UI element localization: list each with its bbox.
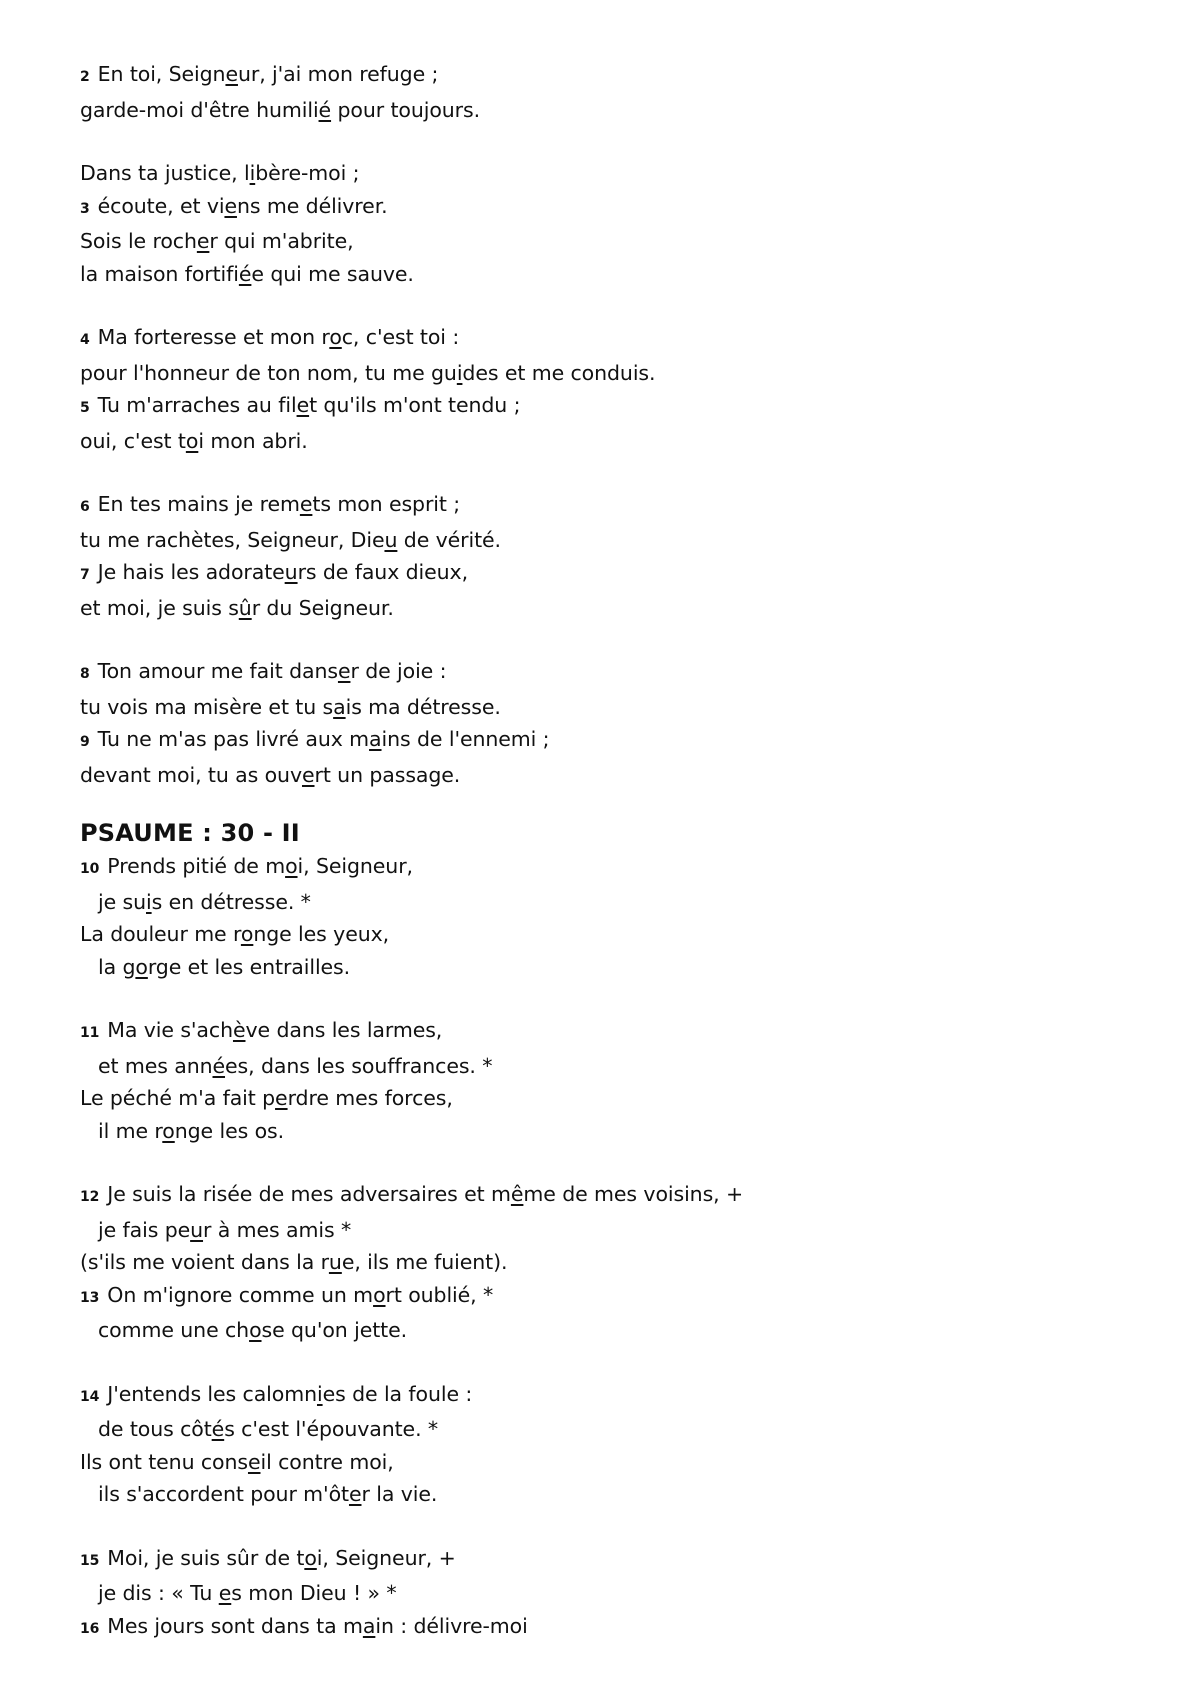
verse-number: 7 (80, 567, 90, 583)
verse-text: et moi, je suis s (80, 595, 239, 620)
accented-syllable: a (362, 1613, 376, 1638)
verse-line (80, 1378, 1130, 1414)
verse-text: r, j'ai mon refuge ; (250, 62, 439, 86)
verse-line (80, 1014, 1130, 1050)
verse-line (80, 951, 1130, 984)
verse-text: Prends pitié de m (107, 854, 286, 878)
verse-text: Ma forteresse et mon r (97, 325, 330, 349)
verse-text: Tu m'arraches au fil (97, 393, 297, 417)
verse-line (80, 1478, 1130, 1511)
accented-syllable: e (337, 659, 351, 683)
verse-text: e qui me sauve. (251, 261, 414, 286)
verse-line (80, 1610, 1130, 1646)
verse-line (80, 357, 1130, 390)
verse-line (80, 1082, 1130, 1115)
accented-syllable: û (238, 595, 252, 620)
verse-text: i mon abri. (198, 428, 308, 453)
section-heading: PSAUME : 30 - II (80, 819, 300, 847)
accented-syllable: i (249, 161, 256, 185)
verse-text: rge et les entrailles. (147, 954, 351, 979)
stanza (80, 1542, 1130, 1646)
verse-number: 13 (80, 1289, 100, 1306)
verse-line (80, 1542, 1130, 1578)
verse-text: ns me délivrer. (236, 193, 388, 218)
verse-text: des et me conduis. (462, 360, 656, 385)
stanza (80, 1014, 1130, 1147)
verse-line (80, 592, 1130, 625)
verse-text: rt oublié, * (385, 1282, 494, 1307)
verse-text: la maison fortifi (80, 261, 239, 286)
verse-text: oui, c'est t (80, 428, 186, 453)
accented-syllable: o (185, 428, 199, 453)
verse-text: in : délivre-moi (375, 1613, 528, 1638)
accented-syllable: é (318, 97, 332, 122)
accented-syllable: u (284, 560, 298, 584)
verse-line (80, 1446, 1130, 1479)
verse-text: garde-moi d'être humili (80, 97, 319, 122)
verse-text: r de joie : (350, 659, 447, 683)
verse-text: se qu'on jette. (261, 1318, 408, 1342)
verse-number: 8 (80, 666, 90, 682)
accented-syllable: è (232, 1018, 246, 1042)
verse-line (80, 759, 1130, 792)
verse-text: de tous côt (98, 1417, 212, 1441)
verse-text: devant moi, tu as ouv (80, 762, 302, 787)
accented-syllable: i (146, 889, 152, 914)
verse-text: i, Seigneur, (297, 854, 413, 878)
verse-text: nge les os. (174, 1118, 285, 1143)
verse-line (80, 655, 1130, 691)
stanza (80, 655, 1130, 791)
accented-syllable: u (190, 1217, 204, 1242)
verse-text: i, Seigneur, + (316, 1545, 456, 1570)
accented-syllable: é (211, 1417, 225, 1441)
verse-text: Moi, je suis sûr de t (107, 1545, 305, 1570)
verse-line (80, 918, 1130, 951)
verse-text: ins de l'ennemi ; (381, 727, 550, 751)
verse-text: J'entends les calomn (107, 1381, 317, 1406)
verse-text: je fais pe (98, 1217, 191, 1242)
verse-text: is ma détresse. (345, 694, 501, 719)
verse-text: r la vie. (361, 1482, 438, 1506)
accented-syllable: e (348, 1482, 362, 1506)
verse-text: Je suis la risée de mes adversaires et m (107, 1182, 511, 1206)
accented-syllable: e (218, 1581, 232, 1605)
verse-text: nge les yeux, (253, 922, 390, 946)
verse-text: rs de faux dieux, (297, 560, 469, 584)
verse-text: r du Seigneur. (251, 595, 394, 620)
verse-line (80, 556, 1130, 592)
verse-line (80, 723, 1130, 759)
stanza (80, 1178, 1130, 1347)
verse-line (80, 425, 1130, 458)
accented-syllable: a (333, 694, 346, 719)
verse-number: 4 (80, 332, 90, 348)
verse-text: écoute, et vi (97, 193, 225, 218)
verse-text: es de la foule : (322, 1381, 473, 1406)
stanza (80, 321, 1130, 457)
verse-text: Ils ont tenu cons (80, 1449, 248, 1474)
verse-text: c, c'est toi : (341, 325, 460, 349)
verse-number: 5 (80, 400, 90, 416)
verse-text: r qui m'abrite, (209, 229, 354, 253)
verse-number: 15 (80, 1552, 100, 1569)
verse-text: tu vois ma misère et tu s (80, 694, 334, 719)
verse-text: t qu'ils m'ont tendu ; (309, 393, 521, 417)
verse-number: 12 (80, 1189, 100, 1205)
accented-syllable: e (301, 762, 315, 787)
accented-syllable: é (238, 261, 252, 286)
accented-syllable: e (296, 393, 310, 417)
verse-text: Le péché m'a fait p (80, 1086, 276, 1110)
verse-line (80, 94, 1130, 127)
verse-text: Dans ta justice, l (80, 161, 250, 185)
accented-syllable: e (247, 1449, 261, 1474)
verse-text: ts mon esprit ; (312, 492, 461, 516)
psalm-page (80, 58, 1130, 1676)
verse-line (80, 1577, 1130, 1610)
accented-syllable: e (225, 62, 238, 86)
verse-line (80, 1246, 1130, 1279)
verse-text: de vérité. (397, 527, 501, 552)
verse-number: 16 (80, 1620, 100, 1637)
verse-number: 2 (80, 69, 90, 85)
verse-text: ve dans les larmes, (245, 1018, 443, 1042)
verse-line (80, 1413, 1130, 1446)
verse-text: je dis : « Tu (98, 1581, 219, 1605)
verse-number: 3 (80, 200, 90, 217)
verse-number: 10 (80, 861, 100, 877)
accented-syllable: i (456, 360, 463, 385)
verse-text: En tes mains je rem (97, 492, 300, 516)
verse-text: En toi, Seign (97, 62, 226, 86)
verse-text: rdre mes forces, (287, 1086, 453, 1110)
stanza (80, 850, 1130, 983)
accented-syllable: e (299, 492, 313, 516)
verse-line (80, 1115, 1130, 1148)
accented-syllable: a (369, 727, 382, 751)
verse-text: me de mes voisins, + (523, 1182, 744, 1206)
verse-text: s en détresse. * (151, 889, 311, 914)
verse-text: e, ils me fuient). (341, 1250, 508, 1274)
verse-text: il me r (98, 1118, 163, 1143)
verse-text: Ma vie s'ach (107, 1018, 233, 1042)
verse-number: 14 (80, 1388, 100, 1405)
verse-text: et mes ann (98, 1053, 213, 1078)
accented-syllable: e (196, 229, 210, 253)
verse-text: bère-moi ; (255, 161, 360, 185)
verse-number: 9 (80, 734, 90, 750)
verse-text: tu me rachètes, Seigneur, Die (80, 527, 385, 552)
verse-text: es, dans les souffrances. * (225, 1053, 493, 1078)
verse-line (80, 58, 1130, 94)
stanza (80, 488, 1130, 624)
verse-line (80, 1214, 1130, 1247)
accented-syllable: u (384, 527, 398, 552)
accented-syllable: o (249, 1318, 262, 1342)
verse-line (80, 1050, 1130, 1083)
verse-text: il contre moi, (260, 1449, 394, 1474)
accented-syllable: o (373, 1282, 386, 1307)
verse-text: On m'ignore comme un m (107, 1282, 374, 1307)
verse-text: La douleur me r (80, 922, 241, 946)
verse-text: comme une ch (98, 1318, 250, 1342)
verse-text: Ton amour me fait dans (97, 659, 338, 683)
verse-text: u (237, 62, 251, 86)
verse-line (80, 157, 1130, 190)
verse-number: 6 (80, 499, 90, 515)
accented-syllable: u (328, 1250, 342, 1274)
accented-syllable: o (304, 1545, 317, 1570)
verse-text: Je hais les adorate (97, 560, 285, 584)
stanza (80, 157, 1130, 290)
verse-text: Tu ne m'as pas livré aux m (97, 727, 370, 751)
accented-syllable: é (212, 1053, 226, 1078)
verse-line (80, 225, 1130, 258)
stanza (80, 1378, 1130, 1511)
accented-syllable: o (240, 922, 254, 946)
verse-line (80, 488, 1130, 524)
verse-text: la g (98, 954, 136, 979)
verse-line (80, 190, 1130, 226)
verse-text: s mon Dieu ! » * (231, 1581, 397, 1605)
stanza (80, 58, 1130, 126)
verse-line (80, 258, 1130, 291)
accented-syllable: o (162, 1118, 175, 1143)
verse-line (80, 389, 1130, 425)
accented-syllable: e (224, 193, 237, 218)
verse-line (80, 691, 1130, 724)
accented-syllable: i (316, 1381, 323, 1406)
verse-line (80, 1279, 1130, 1315)
verse-line (80, 524, 1130, 557)
accented-syllable: o (329, 325, 342, 349)
verse-text: pour toujours. (331, 97, 480, 122)
verse-text: s c'est l'épouvante. * (224, 1417, 439, 1441)
verse-text: r à mes amis * (203, 1217, 352, 1242)
accented-syllable: o (135, 954, 148, 979)
accented-syllable: e (275, 1086, 288, 1110)
verse-line (80, 886, 1130, 919)
verse-text: ils s'accordent pour m'ôt (98, 1482, 349, 1506)
verse-text: pour l'honneur de ton nom, tu me gu (80, 360, 457, 385)
verse-text: (s'ils me voient dans la r (80, 1250, 329, 1274)
accented-syllable: ê (510, 1182, 524, 1206)
verse-text: rt un passage. (314, 762, 461, 787)
verse-text: Mes jours sont dans ta m (107, 1613, 363, 1638)
verse-line (80, 1178, 1130, 1214)
verse-text: je su (98, 889, 146, 914)
verse-line (80, 1314, 1130, 1347)
verse-line (80, 321, 1130, 357)
verse-number: 11 (80, 1025, 100, 1041)
accented-syllable: o (285, 854, 298, 878)
verse-line (80, 850, 1130, 886)
verse-text: Sois le roch (80, 229, 197, 253)
